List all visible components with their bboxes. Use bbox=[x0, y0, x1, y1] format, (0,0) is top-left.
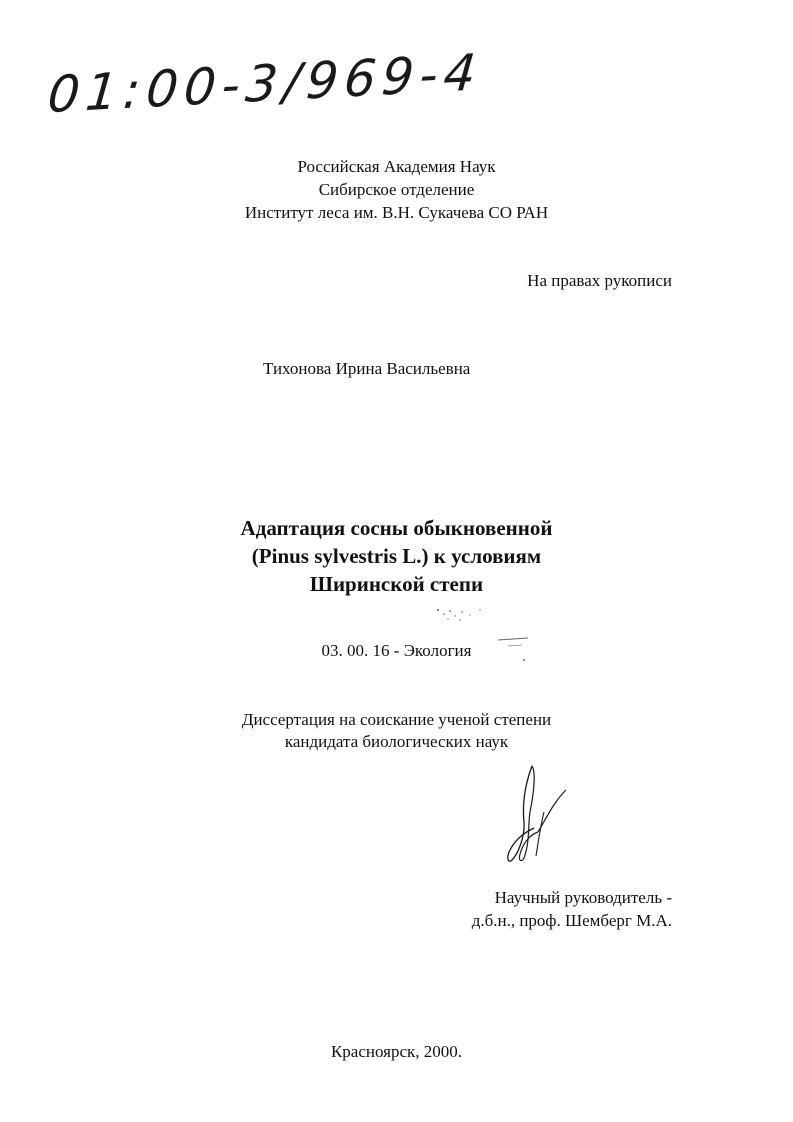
institution-line-1: Российская Академия Наук bbox=[297, 157, 496, 176]
degree-line-1: Диссертация на соискание ученой степени bbox=[241, 710, 552, 729]
institution-line-2: Сибирское отделение bbox=[318, 180, 475, 199]
dissertation-title-line-2: (Pinus sylvestris L.) к условиям bbox=[251, 544, 542, 568]
handwritten-signature bbox=[500, 762, 580, 867]
supervisor-label: Научный руководитель - bbox=[494, 888, 672, 907]
institution-line-3: Институт леса им. В.Н. Сукачева СО РАН bbox=[244, 203, 549, 222]
degree-line-2: кандидата биологических наук bbox=[284, 732, 509, 751]
dissertation-title-line-3: Ширинской степи bbox=[309, 572, 484, 596]
author-name: Тихонова Ирина Васильевна bbox=[263, 359, 471, 378]
handwritten-catalog-code: 01:00-3/969-4 bbox=[45, 43, 485, 125]
supervisor-name: д.б.н., проф. Шемберг М.А. bbox=[471, 911, 672, 930]
manuscript-rights-note: На правах рукописи bbox=[527, 271, 672, 290]
dissertation-title-line-1: Адаптация сосны обыкновенной bbox=[240, 516, 553, 540]
specialty-code: 03. 00. 16 - Экология bbox=[321, 641, 472, 660]
place-and-year: Красноярск, 2000. bbox=[330, 1042, 463, 1061]
